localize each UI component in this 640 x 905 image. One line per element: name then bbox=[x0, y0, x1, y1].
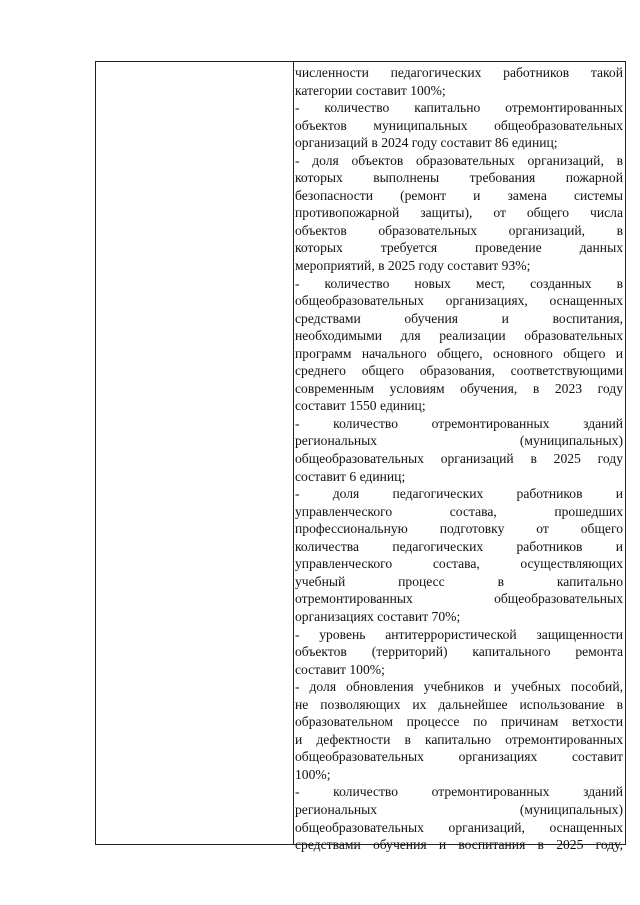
text-line: организаций в 2024 году составит 86 единиц; bbox=[295, 135, 558, 151]
text-lines bbox=[295, 62, 623, 854]
text-line: численности педагогических работников такой bbox=[295, 65, 623, 80]
text-line: общеобразовательных организаций, оснащенных bbox=[295, 819, 623, 835]
table-left-cell bbox=[96, 62, 293, 844]
text-line: и дефектности в капитально отремонтированных bbox=[295, 731, 623, 747]
document-table bbox=[95, 61, 626, 853]
text-line: программ начального общего, основного общего и bbox=[295, 345, 623, 361]
text-line: управленческого состава, осуществляющих bbox=[295, 556, 623, 572]
text-line: средствами обучения и воспитания в 2025 году, bbox=[295, 837, 623, 853]
text-line: объектов (территорий) капитального ремонта bbox=[295, 644, 623, 660]
text-line: необходимыми для реализации образовательных bbox=[295, 328, 623, 344]
column-divider bbox=[293, 62, 294, 844]
text-line: профессиональную подготовку от общего bbox=[295, 521, 623, 537]
text-line: не позволяющих их дальнейшее использование в bbox=[295, 696, 623, 712]
text-line: управленческого состава, прошедших bbox=[295, 503, 623, 519]
text-line: 100%; bbox=[295, 766, 331, 782]
text-line: которых требуется проведение данных bbox=[295, 240, 623, 256]
text-line: современным условиям обучения, в 2023 году bbox=[295, 380, 623, 396]
text-line: которых выполнены требования пожарной bbox=[295, 170, 623, 186]
table-right-cell bbox=[295, 62, 623, 853]
text-line: количества педагогических работников и bbox=[295, 538, 623, 554]
text-line: безопасности (ремонт и замена системы bbox=[295, 187, 623, 203]
text-line: мероприятий, в 2025 году составит 93%; bbox=[295, 258, 531, 274]
text-line: учебный процесс в капитально bbox=[295, 573, 623, 589]
text-line: - уровень антитеррористической защищенности bbox=[295, 626, 623, 642]
text-line: образовательном процессе по причинам ветхости bbox=[295, 714, 623, 730]
text-line: общеобразовательных организаций в 2025 году bbox=[295, 451, 623, 467]
text-line: - количество отремонтированных зданий bbox=[295, 784, 623, 800]
text-line: - количество отремонтированных зданий bbox=[295, 415, 623, 431]
text-line: общеобразовательных организациях составит bbox=[295, 749, 623, 765]
text-line: составит 6 единиц; bbox=[295, 468, 406, 484]
text-line: - доля обновления учебников и учебных пособий, bbox=[295, 679, 623, 695]
text-line: объектов образовательных организаций, в bbox=[295, 222, 623, 238]
text-line: региональных (муниципальных) bbox=[295, 801, 623, 817]
text-line: среднего общего образования, соответствующими bbox=[295, 363, 623, 379]
text-line: составит 100%; bbox=[295, 661, 385, 677]
text-line: - доля объектов образовательных организаций, в bbox=[295, 152, 623, 168]
text-line: организациях составит 70%; bbox=[295, 608, 461, 624]
text-line: составит 1550 единиц; bbox=[295, 398, 426, 414]
text-line: - количество капитально отремонтированных bbox=[295, 100, 623, 116]
text-line: отремонтированных общеобразовательных bbox=[295, 591, 623, 607]
text-line: противопожарной защиты), от общего числа bbox=[295, 205, 623, 221]
text-line: - количество новых мест, созданных в bbox=[295, 275, 623, 291]
text-line: - доля педагогических работников и bbox=[295, 486, 623, 502]
text-line: объектов муниципальных общеобразовательных bbox=[295, 117, 623, 133]
text-line: общеобразовательных организациях, оснащенных bbox=[295, 293, 623, 309]
text-line: региональных (муниципальных) bbox=[295, 433, 623, 449]
text-line: категории составит 100%; bbox=[295, 82, 446, 98]
text-line: средствами обучения и воспитания, bbox=[295, 310, 623, 326]
